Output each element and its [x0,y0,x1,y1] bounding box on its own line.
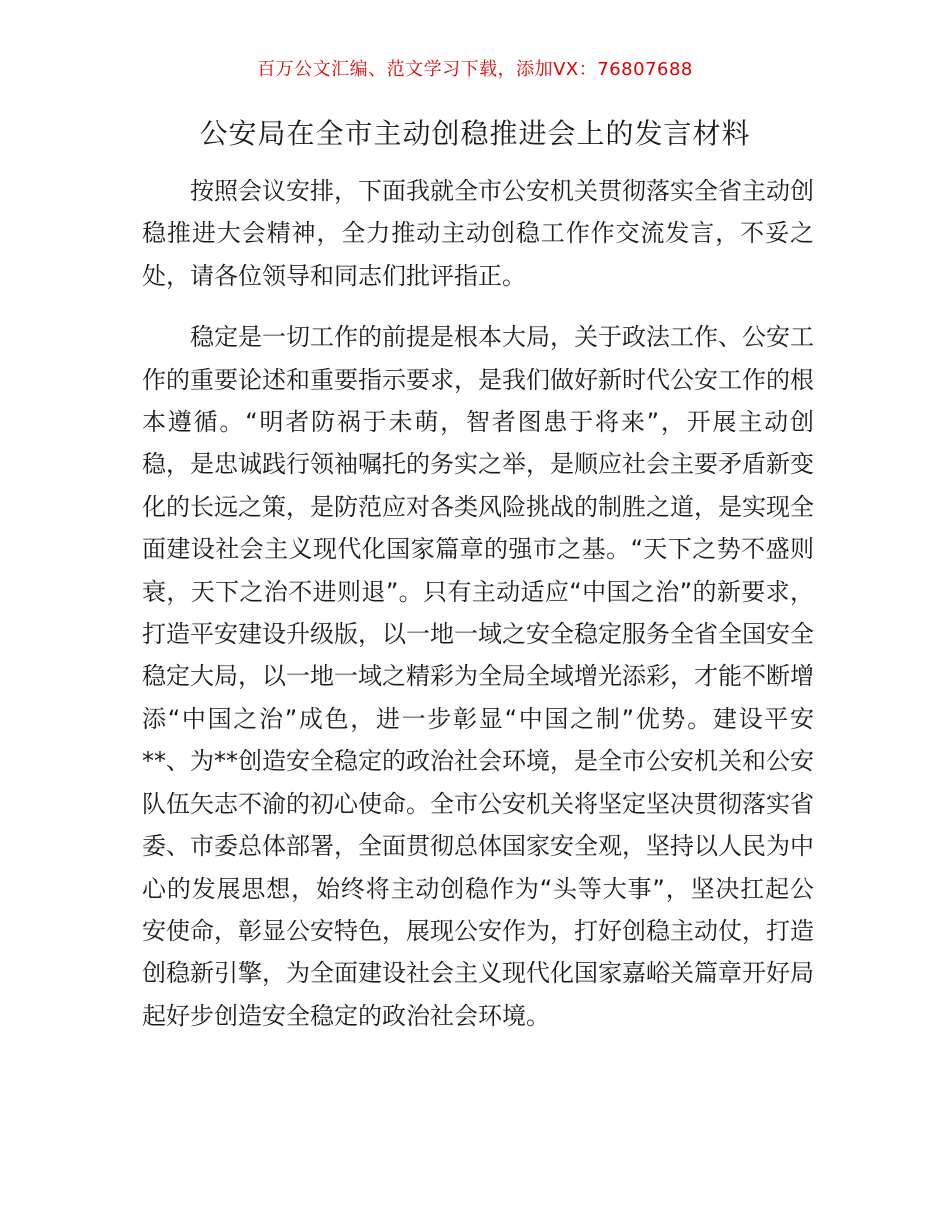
paragraph-main: 稳定是一切工作的前提是根本大局，关于政法工作、公安工作的重要论述和重要指示要求，是我们做好新时代公安工作的根本遵循。“明者防祸于未萌，智者图患于将来”，开展主动创稳，是忠诚践行领袖嘱托的务实之举，是顺应社会主要矛盾新变化的长远之策，是防范应对各类风险挑战的制胜之道，是实现全面建设社会主义现代化国家篇章的强市之基。“天下之势不盛则衰，天下之治不进则退”。只有主动适应“中国之治”的新要求，打造平安建设升级版，以一地一域之安全稳定服务全省全国安全稳定大局，以一地一域之精彩为全局全域增光添彩，才能不断增添“中国之治”成色，进一步彰显“中国之制”优势。建设平安**、为**创造安全稳定的政治社会环境，是全市公安机关和公安队伍矢志不渝的初心使命。全市公安机关将坚定坚决贯彻落实省委、市委总体部署，全面贯彻总体国家安全观，坚持以人民为中心的发展思想，始终将主动创稳作为“头等大事”，坚决扛起公安使命，彰显公安特色，展现公安作为，打好创稳主动仗，打造创稳新引擎，为全面建设社会主义现代化国家嘉峪关篇章开好局起好步创造安全稳定的政治社会环境。 [142,323,814,1030]
paragraph-intro: 按照会议安排，下面我就全市公安机关贯彻落实全省主动创稳推进大会精神，全力推动主动创稳工作作交流发言，不妥之处，请各位领导和同志们批评指正。 [142,177,814,290]
document-body [142,170,814,1037]
header-promo-note: 百万公文汇编、范文学习下载，添加VX：76807688 [257,59,693,80]
document-title: 公安局在全市主动创稳推进会上的发言材料 [199,117,751,150]
